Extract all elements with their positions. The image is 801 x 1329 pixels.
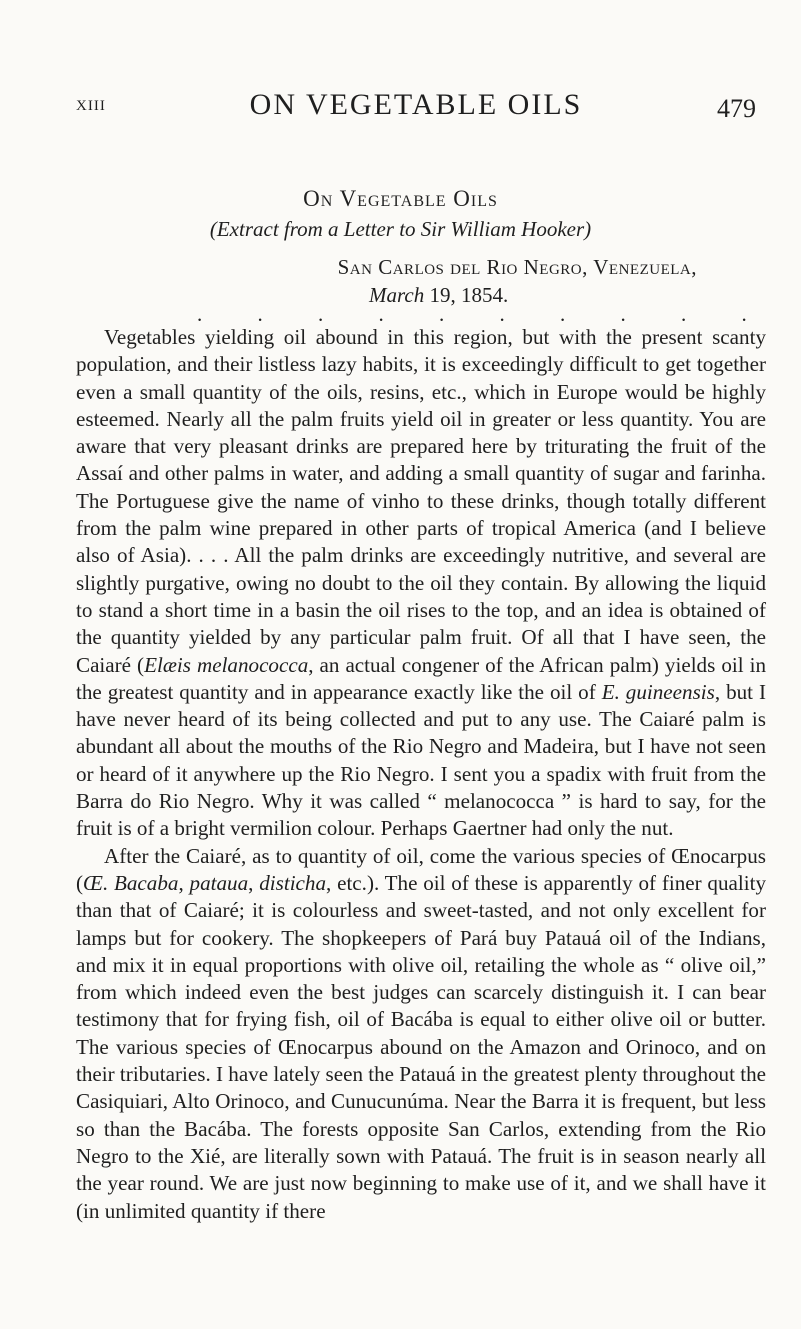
section-heading: On Vegetable Oils (303, 186, 498, 211)
p1-italic-2: E. guineensis (601, 679, 715, 704)
body-text (76, 324, 766, 1225)
ellipsis-row: . . . . . . . . . . (197, 302, 772, 326)
p2-sep-2: , (248, 870, 260, 895)
p2-italic-3: disticha (259, 870, 327, 895)
p1-text-1: Vegetables yielding oil abound in this region, but with the present scanty population, and their listless lazy habits, it is exceedingly difficult to get together even a small quantity of the oils, resins, etc., which in Europe would be highly esteemed. Nearly all the palm fruits yield oil in greater or less quantity. You are aware that very pleasant drinks are prepared here by triturating the fruit of the Assaí and other palms in water, and adding a small quantity of sugar and farinha. The Portuguese give the name of vinho to these drinks, though totally different from the palm wine prepared in other parts of tropical America (and I believe also of Asia). . . . All the palm drinks are exceedingly nutritive, and several are slightly purgative, owing no doubt to the oil they contain. By allowing the liquid to stand a short time in a basin the oil rises to the top, and an idea is obtained of the quantity yielded by any particular palm fruit. Of all that I have seen, the Caiaré ( (76, 325, 766, 677)
p2-italic-2: pataua (189, 870, 249, 895)
p2-text-2: , etc.). The oil of these is apparently of finer quality than that of Caiaré; it is colourless and sweet-tasted, and not only excellent for lamps but for cookery. The shopkeepers of Pará buy Patauá oil of the Indians, and mix it in equal proportions with olive oil, retailing the whole as “ olive oil,” from which indeed even the best judges can scarcely distinguish it. I can bear testimony that for frying fish, oil of Bacába is equal to either olive oil or butter. The various species of Œnocarpus abound on the Amazon and Orinoco, and on their tributaries. I have lately seen the Patauá in the greatest plenty throughout the Casiquiari, Alto Orinoco, and Cunucunúma. Near the Barra it is frequent, but less so than the Bacába. The forests opposite San Carlos, extending from the Rio Negro to the Xié, are literally sown with Patauá. The fruit is in season nearly all the year round. We are just now beginning to make use of it, and we shall have it (in unlimited quantity if there (76, 870, 767, 1223)
p1-text-3: , but I have never heard of its being collected and put to any use. The Caiaré palm is abundant all about the mouths of the Rio Negro and Madeira, but I have not seen or heard of it anywhere up the Rio Negro. I sent you a spadix with fruit from the Barra do Rio Negro. Why it was called “ melanococca ” is hard to say, for the fruit is of a bright vermilion colour. Perhaps Gaertner had only the nut. (76, 679, 766, 841)
running-title: ON VEGETABLE OILS (249, 88, 583, 121)
p1-text-2: , an actual congener of the African palm) yields oil in the greatest quantity and in appearance exactly like the oil of (76, 652, 766, 704)
section-subheading: (Extract from a Letter to Sir William Hooker) (209, 217, 592, 241)
p2-text-1: After the Caiaré, as to quantity of oil, come the various species of Œnocarpus ( (76, 843, 766, 895)
paragraph-1 (76, 324, 766, 843)
letter-date-month: March (369, 283, 425, 307)
letter-date-rest: 19, 1854. (424, 283, 509, 307)
running-head (76, 84, 756, 124)
paragraph-2 (76, 843, 766, 1225)
p2-sep-1: , (178, 870, 190, 895)
p1-italic-1: Elæis melanococca (144, 652, 309, 677)
chapter-number: XIII (76, 98, 106, 114)
letter-place: San Carlos del Rio Negro, Venezuela, (337, 255, 697, 279)
page-number: 479 (717, 94, 756, 123)
p2-italic-1: Œ. Bacaba (83, 870, 179, 895)
